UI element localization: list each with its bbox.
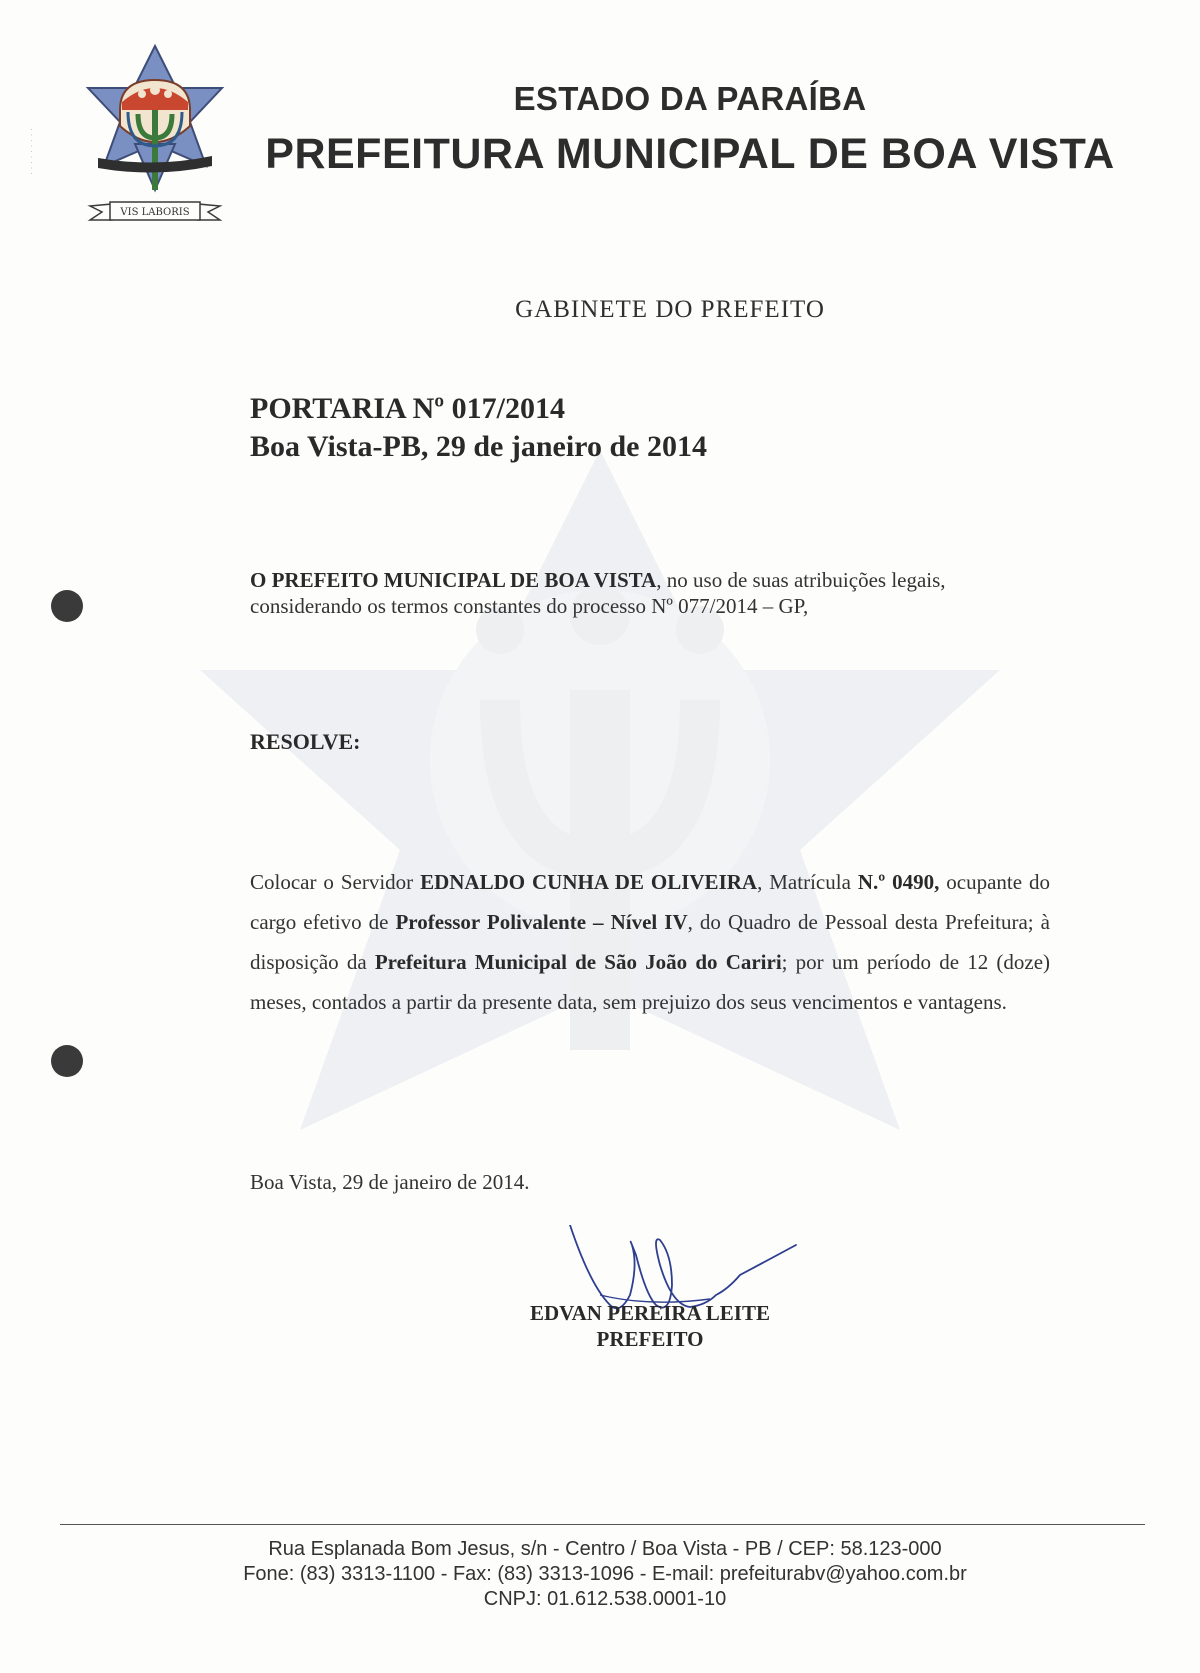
signer-block [480, 1300, 820, 1352]
closing-date: Boa Vista, 29 de janeiro de 2014. [250, 1170, 530, 1194]
intro-paragraph [250, 567, 1050, 619]
footer-address: Rua Esplanada Bom Jesus, s/n - Centro / Boa Vista - PB / CEP: 58.123-000 [268, 1538, 942, 1560]
margin-stamp: · · · · · · · · · [26, 128, 36, 175]
job-position: Professor Polivalente – Nível IV [395, 910, 688, 934]
state-name: ESTADO DA PARAÍBA [513, 80, 867, 117]
resolution-paragraph [250, 862, 1050, 1022]
signer-name: EDVAN PEREIRA LEITE [529, 1301, 770, 1325]
intro-line1: , no uso de suas atribuições legais, [656, 568, 946, 592]
municipal-coat-of-arms-logo [80, 40, 230, 240]
intro-subject: O PREFEITO MUNICIPAL DE BOA VISTA [250, 568, 657, 592]
cabinet-heading: GABINETE DO PREFEITO [515, 296, 825, 323]
punch-hole [51, 1045, 83, 1077]
city-hall-name: PREFEITURA MUNICIPAL DE BOA VISTA [265, 130, 1115, 178]
body-text-1: Colocar o Servidor [250, 870, 421, 894]
servant-name: EDNALDO CUNHA DE OLIVEIRA [420, 870, 758, 894]
footer-contact: Fone: (83) 3313-1100 - Fax: (83) 3313-1096 - E-mail: prefeiturabv@yahoo.com.br [243, 1563, 967, 1585]
motto-text: VIS LABORIS [120, 207, 190, 218]
destination-entity: Prefeitura Municipal de São João do Cariri [374, 950, 782, 974]
punch-hole [51, 590, 83, 622]
ordinance-number: PORTARIA Nº 017/2014 [250, 392, 565, 425]
footer-cnpj: CNPJ: 01.612.538.0001-10 [483, 1588, 727, 1610]
footer-divider [60, 1524, 1145, 1525]
intro-line2: considerando os termos constantes do processo Nº 077/2014 – GP, [250, 594, 809, 618]
ordinance-place-date: Boa Vista-PB, 29 de janeiro de 2014 [250, 430, 707, 463]
registration-number: N.º 0490, [857, 870, 940, 894]
body-text-3: ocupante do cargo efetivo de [250, 870, 1050, 934]
footer [150, 1537, 1060, 1612]
body-text-4: , do Quadro de Pessoal desta Prefeitura; à disposição da [250, 910, 1050, 974]
body-text-2: , Matrícula [757, 870, 858, 894]
signer-title: PREFEITO [596, 1327, 704, 1351]
body-text-5: ; por um período de 12 (doze) meses, contados a partir da presente data, sem prejuizo dos seus vencimentos e vantagens. [250, 950, 1051, 1014]
resolve-heading: RESOLVE: [250, 729, 361, 754]
coat-of-arms-watermark [100, 430, 1100, 1190]
